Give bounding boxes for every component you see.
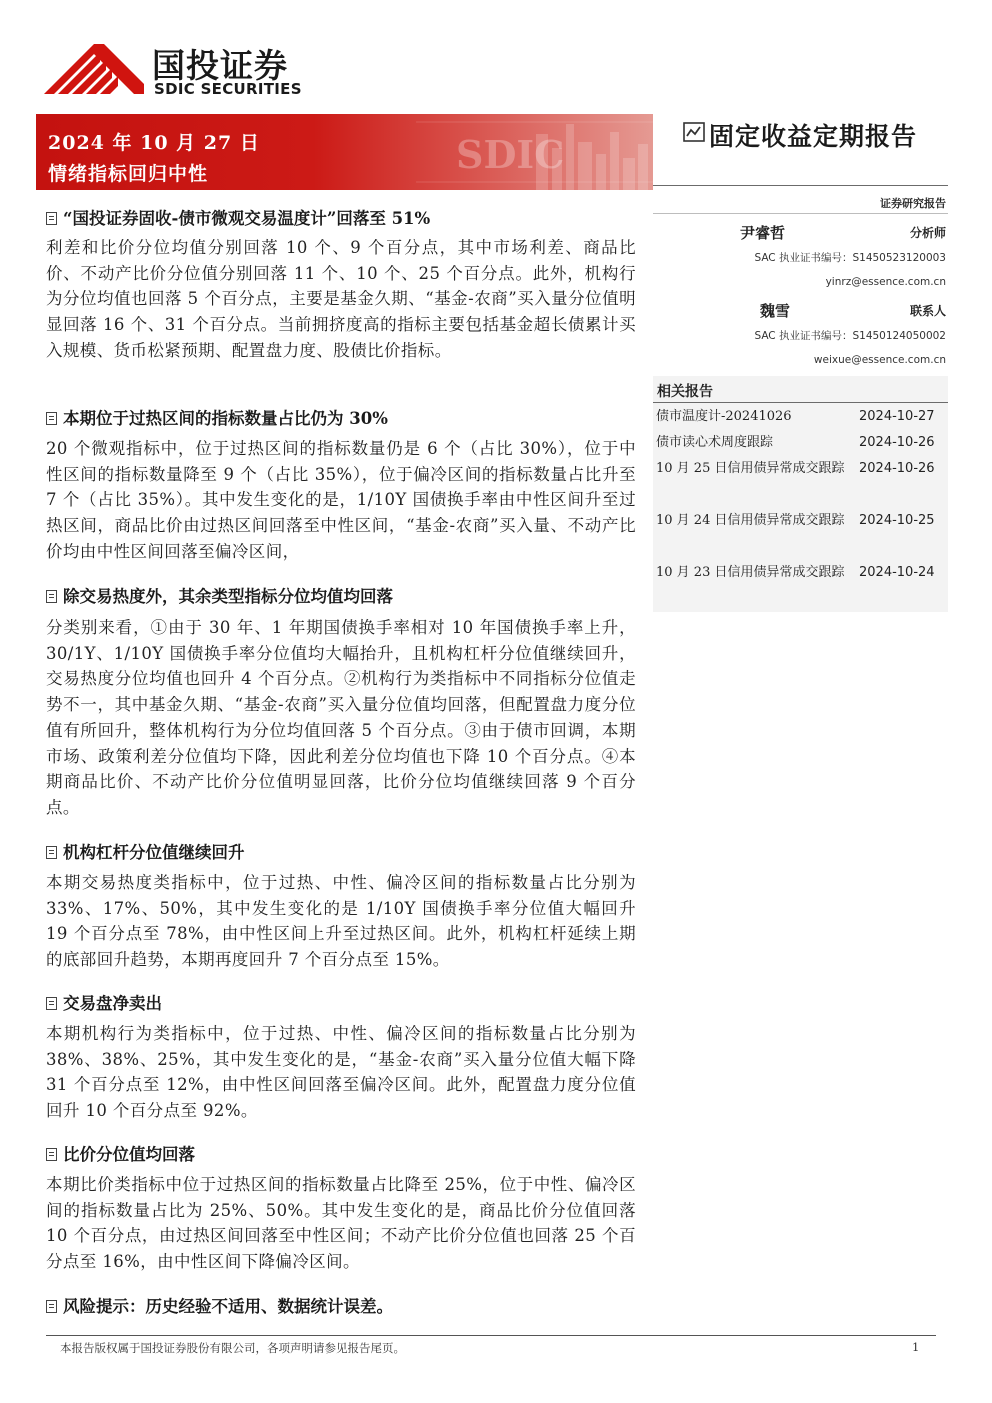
page-number: 1 [912, 1340, 920, 1354]
related-report-date: 2024-10-25 [859, 513, 935, 528]
footer-divider [46, 1335, 936, 1336]
title-banner [36, 114, 653, 190]
report-type-title [683, 117, 917, 153]
section-heading [46, 839, 245, 863]
contact-email[interactable]: weixue@essence.com.cn [813, 354, 946, 366]
related-report-date: 2024-10-26 [859, 435, 935, 450]
analyst-email[interactable]: yinrz@essence.com.cn [825, 276, 946, 288]
section-bullet-icon [46, 997, 57, 1010]
header-divider-thin [653, 213, 948, 214]
report-type-text: 固定收益定期报告 [709, 122, 918, 151]
section-heading [46, 205, 430, 229]
risk-warning [46, 1293, 393, 1317]
report-date: 2024 年 10 月 27 日 [48, 132, 260, 154]
report-category: 证券研究报告 [880, 197, 946, 210]
analyst-name: 尹睿哲 [740, 224, 786, 242]
section-body: 本期比价类指标中位于过热区间的指标数量占比降至 25%，位于中性、偏冷区间的指标数量占比为 25%、50%。其中发生变化的是，商品比价分位值回落 10 个百分点，由过热区间回落至中性区间；不动产比价分位值也回落 25 个百分点至 16%，由中性区间下降偏冷区间。 [46, 1175, 636, 1272]
section-heading-text: 本期位于过热区间的指标数量占比仍为 30% [63, 409, 388, 428]
company-name-en: SDIC SECURITIES [154, 80, 302, 98]
related-report-title: 债市温度计-20241026 [656, 409, 792, 424]
section-heading-text: 机构杠杆分位值继续回升 [63, 843, 245, 862]
section-bullet-icon [46, 412, 57, 425]
related-report-date: 2024-10-26 [859, 461, 935, 476]
related-report-title: 10 月 24 日信用债异常成交跟踪 [656, 513, 845, 528]
section-heading [46, 990, 162, 1014]
report-title: 情绪指标回归中性 [48, 163, 209, 185]
section-heading-text: 比价分位值均回落 [63, 1145, 195, 1164]
section-heading-text: 交易盘净卖出 [63, 994, 162, 1013]
related-report-title: 10 月 23 日信用债异常成交跟踪 [656, 565, 845, 580]
logo-mark-icon [44, 44, 144, 94]
related-divider [653, 402, 948, 403]
section-bullet-icon [46, 212, 57, 225]
banner-watermark: SDIC [456, 132, 565, 177]
related-report-date: 2024-10-27 [859, 409, 935, 424]
footer-disclaimer: 本报告版权属于国投证券股份有限公司，各项声明请参见报告尾页。 [60, 1341, 405, 1355]
contact-role: 联系人 [909, 304, 946, 318]
section-heading [46, 1141, 195, 1165]
related-reports-title: 相关报告 [657, 384, 713, 400]
related-report-date: 2024-10-24 [859, 565, 935, 580]
risk-warning-text: 风险提示：历史经验不适用、数据统计误差。 [63, 1297, 393, 1316]
banner-skyline-graphic [416, 114, 653, 190]
section-body: 本期交易热度类指标中，位于过热、中性、偏冷区间的指标数量占比分别为 33%、17%、50%，其中发生变化的是 1/10Y 国债换手率分位值大幅回升 19 个百分点至 78%，由中性区间上升至过热区间。此外，机构杠杆延续上期的底部回升趋势，本期再度回升 7 个百分点至 15%。 [46, 873, 636, 970]
analyst-license: SAC 执业证书编号：S1450523120003 [754, 252, 946, 264]
section-body: 本期机构行为类指标中，位于过热、中性、偏冷区间的指标数量占比分别为 38%、38%、25%，其中发生变化的是，“基金-农商”买入量分位值大幅下降 31 个百分点至 12%，由中性区间回落至偏冷区间。此外，配置盘力度分位值回升 10 个百分点至 92%。 [46, 1024, 636, 1121]
section-heading [46, 583, 393, 607]
section-body: 分类别来看，①由于 30 年、1 年期国债换手率相对 10 年国债换手率上升，30/1Y、1/10Y 国债换手率分位值均大幅抬升，且机构杠杆分位值继续回升，交易热度分位均值也回升 4 个百分点。②机构行为类指标中不同指标分位值走势不一，其中基金久期、“基金-农商”买入量分位值均回落，但配置盘力度分位值有所回升，整体机构行为分位均值回落 5 个百分点。③由于债市回调，本期市场、政策利差分位值均下降，因此利差分位均值也下降 10 个百分点。④本期商品比价、不动产比价分位值明显回落，比价分位均值继续回落 9 个百分点。 [46, 618, 636, 817]
header-divider [653, 185, 948, 186]
section-bullet-icon [46, 1300, 57, 1313]
related-report-title: 债市读心术周度跟踪 [656, 435, 774, 450]
company-logo [44, 40, 344, 102]
section-heading-text: 除交易热度外，其余类型指标分位均值均回落 [63, 587, 393, 606]
analyst-role: 分析师 [909, 226, 946, 240]
section-bullet-icon [46, 846, 57, 859]
section-body: 利差和比价分位均值分别回落 10 个、9 个百分点，其中市场利差、商品比价、不动产比价分位值分别回落 11 个、10 个、25 个百分点。此外，机构行为分位均值也回落 5 个百分点，主要是基金久期、“基金-农商”买入量分位值明显回落 16 个、31 个百分点。当前拥挤度高的指标主要包括基金超长债累计买入规模、货币松紧预期、配置盘力度、股债比价指标。 [46, 238, 636, 360]
related-reports-panel [653, 376, 948, 612]
contact-name: 魏雪 [760, 302, 791, 320]
company-name-cn: 国投证券 [152, 46, 288, 85]
section-heading [46, 405, 388, 429]
contact-license: SAC 执业证书编号：S1450124050002 [754, 330, 946, 342]
section-heading-text: “国投证券固收-债市微观交易温度计”回落至 51% [63, 209, 431, 228]
section-bullet-icon [46, 590, 57, 603]
section-body: 20 个微观指标中，位于过热区间的指标数量仍是 6 个（占比 30%），位于中性区间的指标数量降至 9 个（占比 35%），位于偏冷区间的指标数量占比升至 7 个（占比 35%）。其中发生变化的是，1/10Y 国债换手率由中性区间升至过热区间，商品比价由过热区间回落至中性区间，“基金-农商”买入量、不动产比价均由中性区间回落至偏冷区间， [46, 439, 636, 561]
section-bullet-icon [46, 1148, 57, 1161]
related-report-title: 10 月 25 日信用债异常成交跟踪 [656, 461, 845, 476]
